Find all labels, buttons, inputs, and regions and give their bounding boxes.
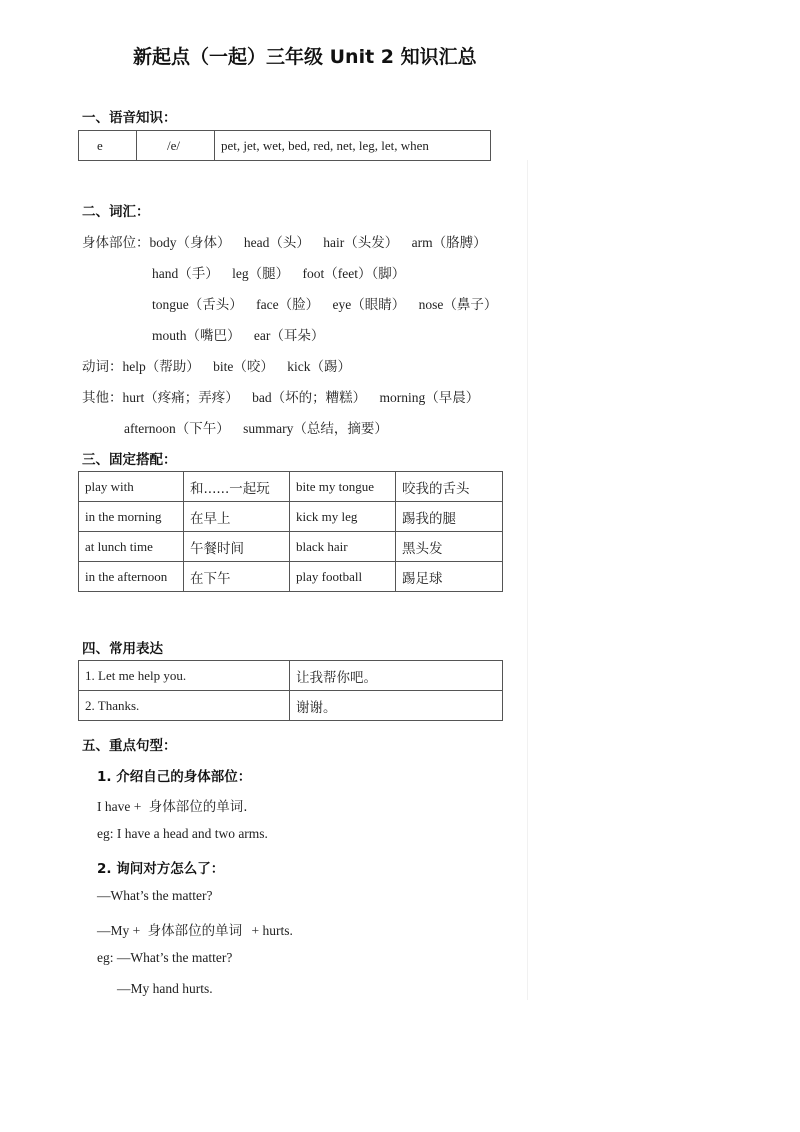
phrase-zh: 踢我的腿 [396,502,503,532]
word-zh: （总结，摘要） [293,421,388,437]
word-en: hurt [122,390,145,405]
word-zh: （帮助） [145,359,200,375]
word-en: ear [253,328,271,343]
word-en: leg [232,266,249,281]
word-en: bad [252,390,272,405]
vocab-label-verbs: 动词： [82,359,123,375]
word-en: hair [323,235,345,250]
word-en: foot（feet） [302,266,372,281]
table-row [79,691,503,721]
expression-en: 1. Let me help you. [79,661,290,691]
phonics-words: pet, jet, wet, bed, red, net, leg, let, when [215,131,491,161]
word-en: hand [152,266,179,281]
phrase-zh: 午餐时间 [184,532,290,562]
word-zh: （眼睛） [351,297,406,313]
phrase-zh: 和......一起玩 [184,472,290,502]
word-zh: （疼痛；弄疼） [144,390,239,406]
word-en: kick [287,359,311,374]
word-zh: （身体） [176,235,231,251]
vocab-label-others: 其他： [82,390,123,406]
word-zh: （踢） [310,359,351,375]
word-zh: （腿） [248,266,290,282]
word-en: body [149,235,177,250]
word-en: eye [332,297,352,312]
word-zh: （脚） [371,266,406,282]
phonics-table [78,130,491,161]
word-en: morning [379,390,426,405]
word-en: head [243,235,270,250]
word-zh: （头发） [344,235,399,251]
phrase-en: in the morning [79,502,184,532]
table-row [79,562,503,592]
section-heading-phonics: 一、语音知识： [82,110,177,126]
phrase-en: play with [79,472,184,502]
word-zh: （头） [269,235,310,251]
pattern-1-example: eg: I have a head and two arms. [97,826,268,841]
table-row [79,502,503,532]
pattern-en: —My + [97,923,141,938]
pattern-2-example-q: eg: —What’s the matter? [97,950,233,965]
vocab-label-body: 身体部位： [82,235,150,251]
phrase-en: at lunch time [79,532,184,562]
word-zh: （胳膊） [432,235,487,251]
word-en: mouth [152,328,187,343]
word-zh: （耳朵） [270,328,325,344]
word-zh: （坏的；糟糕） [271,390,367,406]
pattern-1-structure [97,795,248,815]
pattern-en: + hurts. [251,923,293,938]
vocab-line-body-2 [152,262,405,282]
page-title: 新起点（一起）三年级 Unit 2 知识汇总 [133,46,477,68]
word-zh: （咬） [233,359,274,375]
expressions-table [78,660,503,721]
table-row [79,131,491,161]
word-zh: （早晨） [425,390,480,406]
table-row [79,661,503,691]
pattern-en: I have + [97,799,142,814]
word-en: face [256,297,279,312]
pattern-zh: 身体部位的单词 [147,923,243,939]
expression-en: 2. Thanks. [79,691,290,721]
phrase-en: kick my leg [290,502,396,532]
word-zh: （鼻子） [443,297,498,313]
expression-zh: 让我帮你吧。 [290,661,503,691]
pattern-zh: 身体部位的单词. [148,799,248,815]
section-heading-patterns: 五、重点句型： [82,738,177,754]
vocab-line-others-2 [124,417,388,437]
pattern-2-question: —What’s the matter? [97,888,213,903]
phrase-en: black hair [290,532,396,562]
section-heading-phrases: 三、固定搭配： [82,452,177,468]
word-en: help [122,359,146,374]
word-zh: （下午） [175,421,230,437]
word-en: bite [213,359,234,374]
phrases-table [78,471,503,592]
pattern-2-example-a: —My hand hurts. [117,981,213,996]
vocab-line-others-1 [82,386,479,406]
phrase-zh: 在早上 [184,502,290,532]
phonics-sound: /e/ [137,131,215,161]
phrase-zh: 在下午 [184,562,290,592]
scan-edge [527,160,528,1000]
pattern-2-title: 2. 询问对方怎么了： [97,861,225,877]
word-zh: （脸） [278,297,320,313]
phrase-en: play football [290,562,396,592]
pattern-2-answer [97,919,293,939]
section-heading-vocab: 二、词汇： [82,204,150,220]
word-en: nose [418,297,444,312]
vocab-line-body-1 [82,231,487,251]
phrase-zh: 踢足球 [396,562,503,592]
word-zh: （嘴巴） [186,328,241,344]
phrase-zh: 咬我的舌头 [396,472,503,502]
phrase-en: in the afternoon [79,562,184,592]
word-zh: （舌头） [188,297,243,313]
word-zh: （手） [178,266,219,282]
vocab-line-body-4 [152,324,324,344]
phonics-letter: e [79,131,137,161]
phrase-zh: 黑头发 [396,532,503,562]
word-en: tongue [152,297,189,312]
word-en: summary [243,421,294,436]
expression-zh: 谢谢。 [290,691,503,721]
table-row [79,532,503,562]
table-row [79,472,503,502]
pattern-1-title: 1. 介绍自己的身体部位： [97,769,252,785]
section-heading-expressions: 四、常用表达 [82,641,163,657]
word-en: arm [411,235,433,250]
vocab-line-body-3 [152,293,497,313]
word-en: afternoon [124,421,176,436]
phrase-en: bite my tongue [290,472,396,502]
vocab-line-verbs [82,355,351,375]
